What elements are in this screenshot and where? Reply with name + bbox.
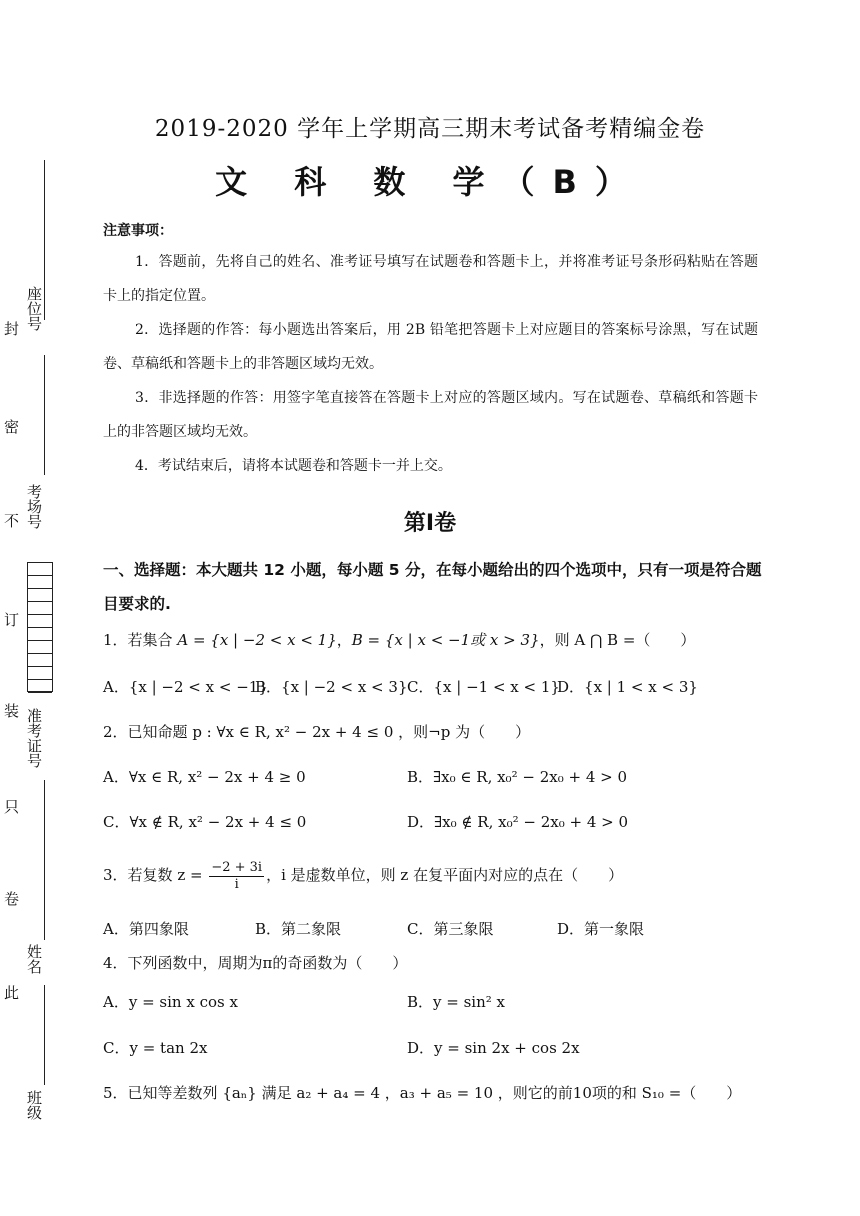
q2-option-a: A．∀x ∈ R, x² − 2x + 4 ≥ 0 [103, 768, 306, 786]
label-admission-number: 准考证号 [25, 708, 43, 768]
side-char-juan: 卷 [4, 890, 20, 908]
notice-item: 4．考试结束后，请将本试题卷和答题卡一并上交。 [135, 458, 452, 474]
side-char-ci: 此 [4, 984, 20, 1002]
q4-option-d: D．y = sin 2x + cos 2x [407, 1039, 580, 1057]
side-char-zhi: 只 [4, 798, 20, 816]
fill-line-name [44, 985, 45, 1085]
q3-option-b: B．第二象限 [255, 920, 342, 938]
question-stem: 已知命题 p : ∀x ∈ R, x² − 2x + 4 ≤ 0 ，则¬p 为（ ） [127, 723, 531, 741]
q4-option-b: B．y = sin² x [407, 993, 505, 1011]
label-seat-number: 座位号 [25, 286, 43, 331]
side-char-bu: 不 [4, 512, 20, 530]
complex-fraction [209, 860, 264, 893]
question-number: 5． [103, 1084, 128, 1102]
subject-title: 文 科 数 学（B） [215, 163, 645, 201]
question-number: 1． [103, 631, 128, 649]
question-number: 3． [103, 866, 128, 884]
question-stem: 已知等差数列 {aₙ} 满足 a₂ + a₄ = 4 ，a₃ + a₅ = 10 ，则它的前10项的和 S₁₀ =（ ） [127, 1084, 742, 1102]
separator: ， [336, 631, 352, 649]
question-prefix: 若复数 z = [127, 866, 203, 884]
q3-option-c: C．第三象限 [407, 920, 494, 938]
q4-option-a: A．y = sin x cos x [103, 993, 238, 1011]
notice-item: 3．非选择题的作答：用签字笔直接答在答题卡上对应的答题区域内。写在试题卷、草稿纸和答题卡上的非答题区域均无效。 [103, 390, 758, 440]
question-prefix: 若集合 [127, 631, 173, 649]
q1-option-c: C．{x | −1 < x < 1} [407, 678, 560, 696]
question-number: 2． [103, 723, 128, 741]
notice-list [103, 245, 758, 483]
exam-title: 2019-2020 学年上学期高三期末考试备考精编金卷 [154, 116, 706, 142]
label-class: 班级 [25, 1090, 43, 1120]
q1-option-d: D．{x | 1 < x < 3} [557, 678, 698, 696]
admission-number-boxes [27, 562, 53, 692]
fraction-numerator: −2 + 3i [211, 859, 263, 875]
set-b: B = {x | x < −1或 x > 3} [351, 631, 540, 649]
question-1 [103, 630, 763, 650]
label-exam-room: 考场号 [25, 484, 43, 529]
question-5 [103, 1083, 763, 1103]
fill-line-room [44, 355, 45, 475]
question-stem: 下列函数中，周期为π的奇函数为（ ） [127, 954, 408, 972]
side-char-mi: 密 [4, 418, 20, 436]
side-char-ding: 订 [4, 611, 20, 629]
fraction-denominator: i [234, 876, 239, 892]
q3-option-d: D．第一象限 [557, 920, 645, 938]
part-title: 第Ⅰ卷 [403, 511, 457, 536]
notice-item: 2．选择题的作答：每小题选出答案后，用 2B 铅笔把答题卡上对应题目的答案标号涂黑，写在试题卷、草稿纸和答题卡上的非答题区域均无效。 [103, 322, 758, 372]
fill-line-admission [44, 780, 45, 940]
q1-option-b: B．{x | −2 < x < 3} [255, 678, 408, 696]
q3-option-a: A．第四象限 [103, 920, 189, 938]
side-char-feng: 封 [4, 320, 20, 338]
q2-option-d: D．∃x₀ ∉ R, x₀² − 2x₀ + 4 > 0 [407, 813, 629, 831]
q4-option-c: C．y = tan 2x [103, 1039, 208, 1057]
side-char-zhuang: 装 [4, 702, 20, 720]
q1-option-a: A．{x | −2 < x < −1} [103, 678, 268, 696]
notice-heading: 注意事项： [103, 223, 173, 239]
notice-item: 1．答题前，先将自己的姓名、准考证号填写在试题卷和答题卡上，并将准考证号条形码粘贴在答题卡上的指定位置。 [103, 254, 758, 304]
q2-option-c: C．∀x ∉ R, x² − 2x + 4 ≤ 0 [103, 813, 307, 831]
question-suffix: ，则 A ⋂ B =（ ） [539, 631, 696, 649]
question-4 [103, 953, 763, 973]
set-a: A = {x | −2 < x < 1} [177, 631, 337, 649]
question-number: 4． [103, 954, 128, 972]
question-2 [103, 722, 763, 742]
q2-option-b: B．∃x₀ ∈ R, x₀² − 2x₀ + 4 > 0 [407, 768, 628, 786]
question-3 [103, 857, 763, 893]
question-suffix: ，i 是虚数单位，则 z 在复平面内对应的点在（ ） [266, 866, 624, 884]
section-heading: 一、选择题：本大题共 12 小题，每小题 5 分，在每小题给出的四个选项中，只有一项是符合题目要求的. [103, 561, 762, 613]
label-name: 姓名 [25, 944, 43, 974]
